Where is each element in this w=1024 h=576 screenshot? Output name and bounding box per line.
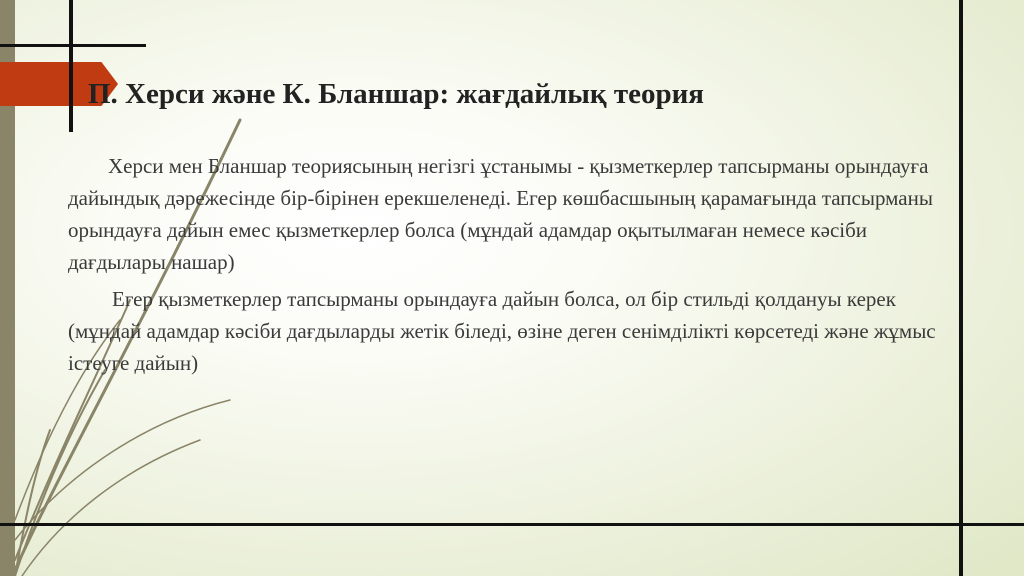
frame-line [959,0,963,576]
body-paragraph: Херси мен Бланшар теориясының негізгі ұстанымы - қызметкерлер тапсырманы орындауға дайындық дәрежесінде бір-бірінен ерекшеленеді. Егер көшбасшының қарамағында тапсырманы орындауға дайын емес қызметкерлер болса (мұндай адамдар оқытылмаған немесе кәсіби дағдылары нашар) [68,154,933,274]
slide-body [68,150,938,384]
frame-line [69,0,73,132]
frame-line [0,44,146,47]
frame-line [0,523,1024,526]
body-paragraph: Егер қызметкерлер тапсырманы орындауға дайын болса, ол бір стильді қолдануы керек (мұндай адамдар кәсіби дағдыларды жетік біледі, өзіне деген сенімділікті көрсетеді және жұмыс істеуге дайын) [68,287,936,375]
slide-title: П. Херси және К. Бланшар: жағдайлық теория [88,78,704,110]
